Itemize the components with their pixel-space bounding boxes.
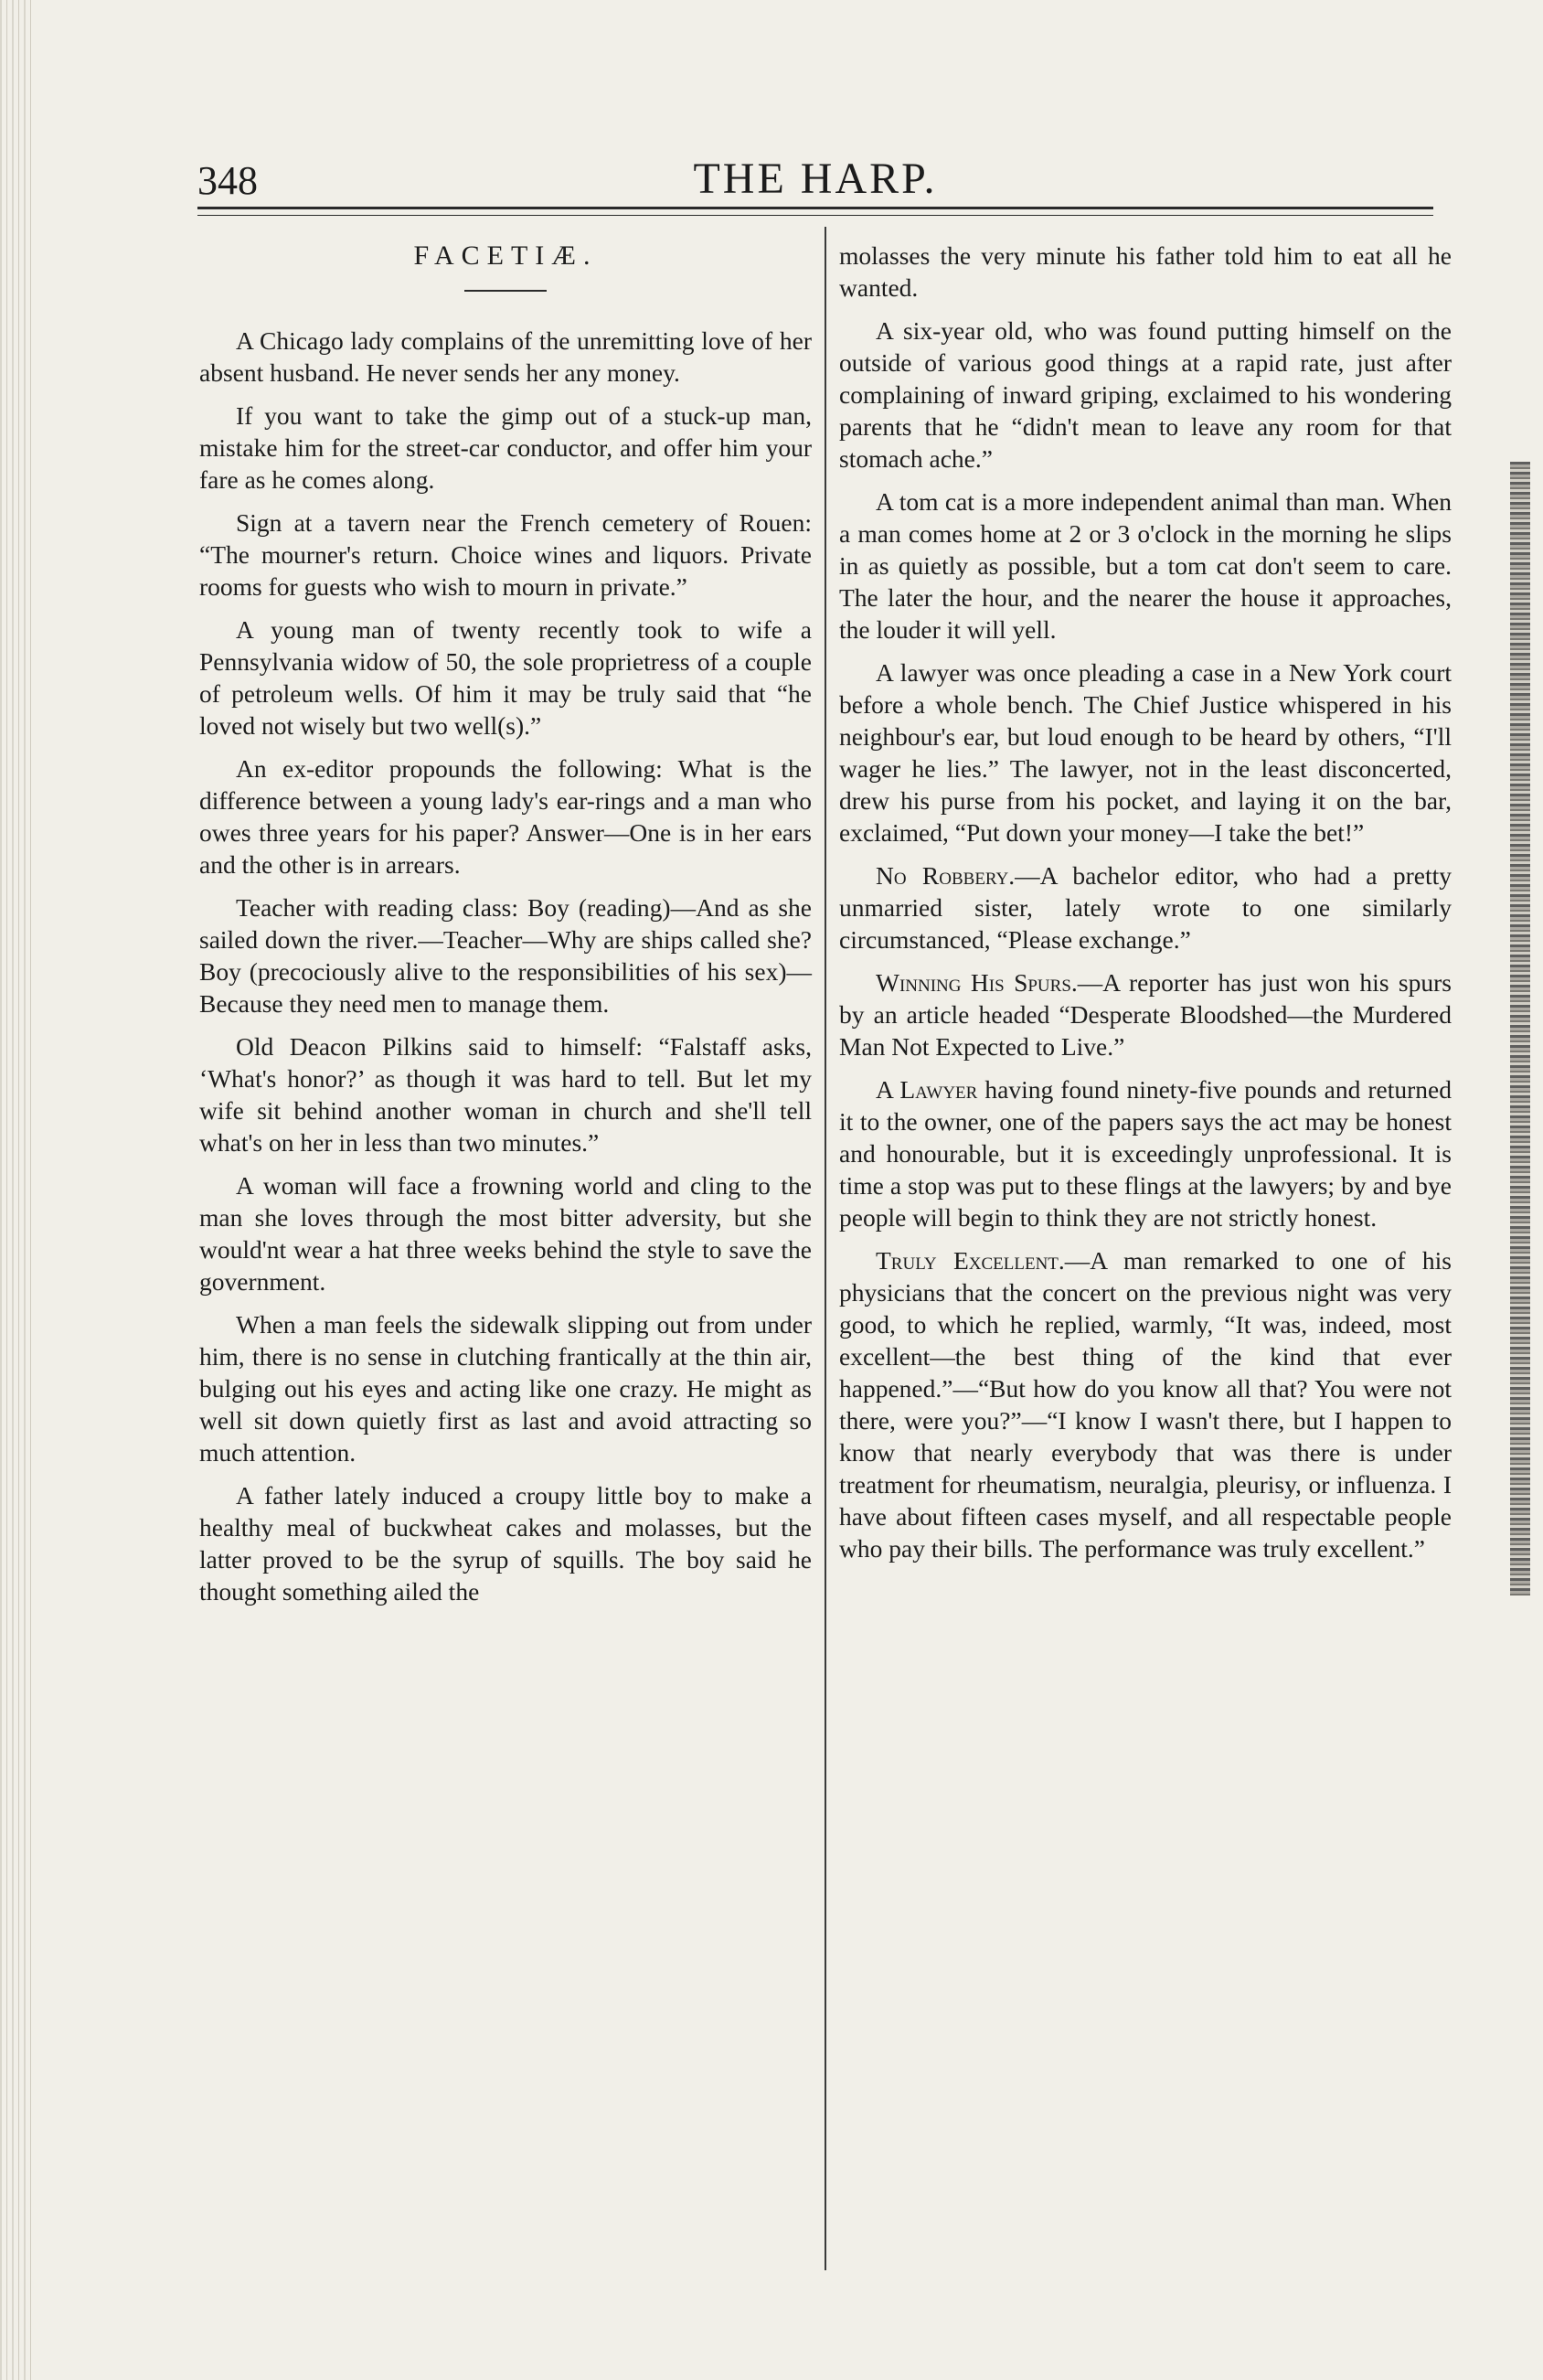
paragraph: A six-year old, who was found putting himself on the outside of various good things at a rapid rate, just after complaining of inward griping, exclaimed to his wondering parents that he “didn't mean to leave any room for that stomach ache.” <box>839 316 1452 473</box>
paragraph: A woman will face a frowning world and cling to the man she loves through the most bitter adversity, but she would'nt wear a hat three weeks behind the style to save the government. <box>199 1171 812 1296</box>
paragraph-lead: Winning His Spurs. <box>876 968 1078 997</box>
paragraph: An ex-editor propounds the following: What is the difference between a young lady's ear-rings and a man who owes three years for his paper? Answer—One is in her ears and the other is in arrears. <box>199 754 812 879</box>
binding-edge <box>0 0 31 2380</box>
paragraph: A tom cat is a more independent animal than man. When a man comes home at 2 or 3 o'clock in the morning he slips in as quietly as possible, but a tom cat don't seem to care. The later the hour, and the nearer the house it approaches, the louder it will yell. <box>839 487 1452 644</box>
paragraph: If you want to take the gimp out of a stuck-up man, mistake him for the street-car conductor, and offer him your fare as he comes along. <box>199 401 812 494</box>
section-title: FACETIÆ. <box>413 240 598 271</box>
left-column <box>199 240 812 1618</box>
lead-paragraph <box>839 1244 1452 1564</box>
paragraph: A lawyer was once pleading a case in a New York court before a whole bench. The Chief Justice whispered in his neighbour's ear, but loud enough to be heard by others, “I'll wager he lies.” The lawyer, not in the least disconcerted, drew his purse from his pocket, and laying it on the bar, exclaimed, “Put down your money—I take the bet!” <box>839 658 1452 847</box>
right-column <box>839 240 1452 1575</box>
page-header <box>197 154 1433 207</box>
title-rule <box>464 290 547 292</box>
paragraph-body: —A bachelor editor, who had a pretty unmarried sister, lately wrote to one similarly circumstanced, “Please exchange.” <box>839 861 1452 954</box>
paragraph-lead: No Robbery. <box>876 861 1016 890</box>
paragraph-lead: Truly Excellent. <box>876 1246 1065 1275</box>
paragraph: Teacher with reading class: Boy (reading)—And as she sailed down the river.—Teacher—Why are ships called she? Boy (precociously alive to the responsibilities of his sex)—Because they need men to manage them. <box>199 893 812 1018</box>
lead-paragraph <box>839 859 1452 955</box>
paragraph-body: having found ninety-five pounds and returned it to the owner, one of the papers says the act may be honest and honourable, but it is exceedingly unprofessional. It is time a stop was put to these flings at the lawyers; by and bye people will begin to think they are not strictly honest. <box>839 1075 1452 1232</box>
paragraph: Sign at a tavern near the French cemetery of Rouen: “The mourner's return. Choice wines and liquors. Private rooms for guests who wish to mourn in private.” <box>199 508 812 601</box>
paragraph: A young man of twenty recently took to wife a Pennsylvania widow of 50, the sole proprietress of a couple of petroleum wells. Of him it may be truly said that “he loved not wisely but two well(s).” <box>199 615 812 740</box>
lead-paragraph <box>839 966 1452 1062</box>
header-rule-thick <box>197 207 1433 209</box>
paragraph: A Chicago lady complains of the unremitting love of her absent husband. He never sends her any money. <box>199 326 812 387</box>
paragraph-body: —A reporter has just won his spurs by an article headed “Desperate Bloodshed—the Murdered Man Not Expected to Live.” <box>839 968 1452 1061</box>
paragraph: When a man feels the sidewalk slipping out from under him, there is no sense in clutching frantically at the thin air, bulging out his eyes and acting like one crazy. He might as well sit down quietly first as last and avoid attracting so much attention. <box>199 1310 812 1467</box>
running-head: THE HARP. <box>693 155 938 203</box>
page-number: 348 <box>197 158 258 203</box>
header-rule-thin <box>197 215 1433 216</box>
column-divider <box>825 227 826 2270</box>
paragraph-body: —A man remarked to one of his physicians that the concert on the previous night was very good, to which he replied, warmly, “It was, indeed, most excellent—the best thing of the kind that ever happened.”—“But how do you know all that? You were not there, were you?”—“I know I wasn't there, but I happen to know that nearly everybody that was there is under treatment for rheumatism, neuralgia, pleurisy, or influenza. I have about fifteen cases myself, and all respectable people who pay their bills. The performance was truly excellent.” <box>839 1246 1453 1563</box>
lead-paragraph <box>839 1073 1452 1233</box>
continued-paragraph: molasses the very minute his father told him to eat all he wanted. <box>839 241 1452 302</box>
paragraph: Old Deacon Pilkins said to himself: “Falstaff asks, ‘What's honor?’ as though it was hard to tell. But let my wife sit behind another woman in church and she'll tell what's on her in less than two minutes.” <box>199 1032 812 1157</box>
paragraph-lead: A Lawyer <box>876 1075 978 1104</box>
paragraph: A father lately induced a croupy little boy to make a healthy meal of buckwheat cakes and molasses, but the latter proved to be the syrup of squills. The boy said he thought something ailed the <box>199 1481 812 1606</box>
scan-edge-mark <box>1510 462 1530 1596</box>
